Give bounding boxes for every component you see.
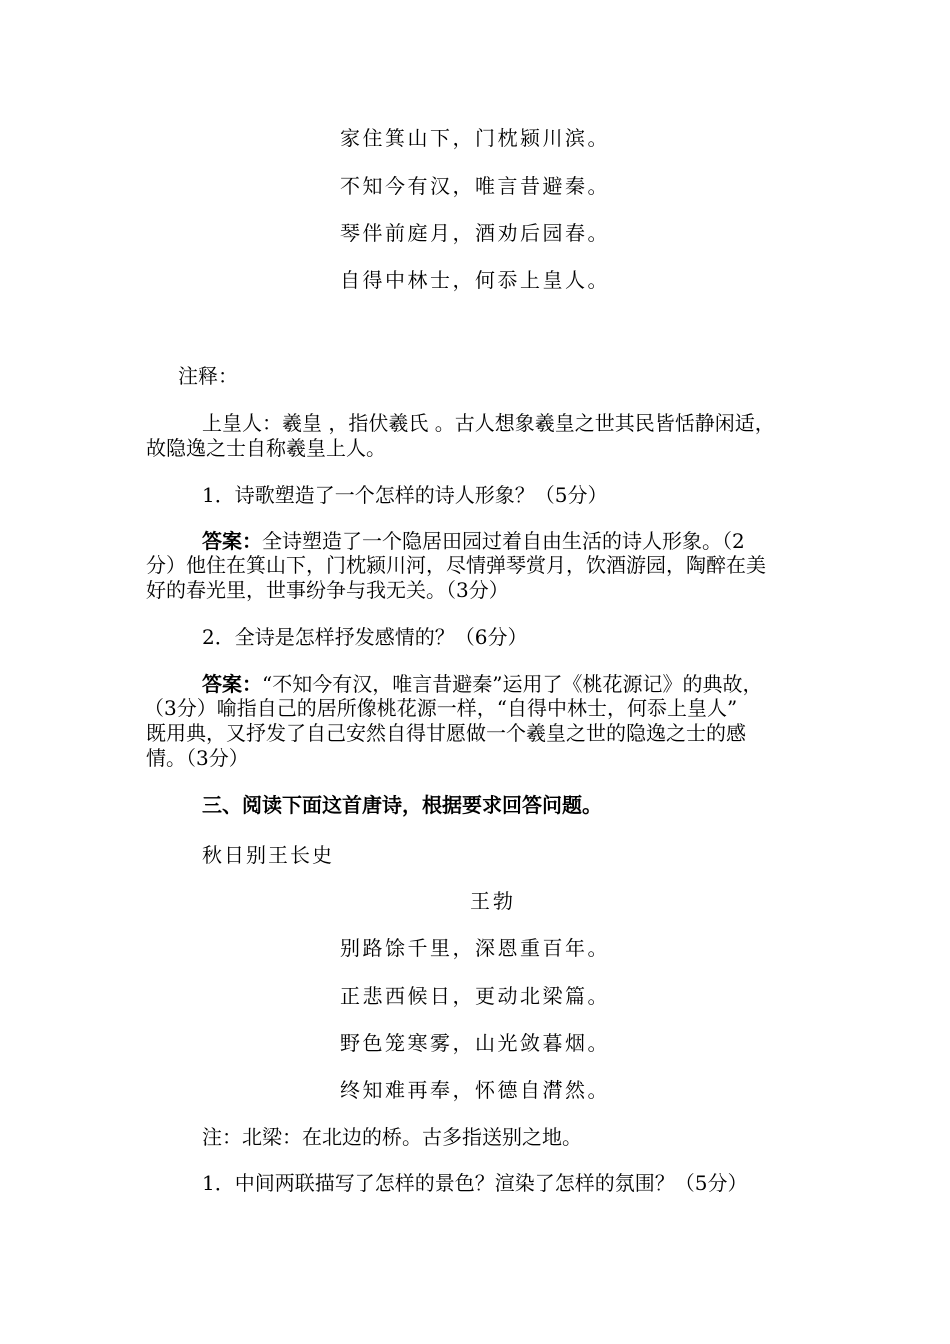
poem-line: 终知难再奉，怀德自潸然。 — [340, 1078, 610, 1102]
poem-line: 不知今有汉，唯言昔避秦。 — [340, 174, 610, 198]
answer-label: 答案： — [202, 529, 262, 553]
section-heading: 三、阅读下面这首唐诗，根据要求回答问题。 — [202, 793, 602, 817]
question-section3-1: 1．中间两联描写了怎样的景色？渲染了怎样的氛围？（5分） — [202, 1171, 748, 1195]
notes-heading: 注释： — [178, 364, 238, 388]
notes-text-line: 故隐逸之士自称羲皇上人。 — [146, 436, 386, 460]
poem-author: 王勃 — [470, 889, 516, 913]
poem-line: 别路馀千里，深恩重百年。 — [340, 936, 610, 960]
answer-text: 全诗塑造了一个隐居田园过着自由生活的诗人形象。（2 — [262, 529, 745, 553]
poem-line: 琴伴前庭月，酒劝后园春。 — [340, 221, 610, 245]
answer-2-line: 情。（3分） — [146, 746, 249, 770]
answer-text: “不知今有汉，唯言昔避秦”运用了《桃花源记》的典故， — [262, 672, 763, 696]
answer-label: 答案： — [202, 672, 262, 696]
answer-1-line: 分）他住在箕山下，门枕颍川河，尽情弹琴赏月，饮酒游园，陶醉在美 — [146, 553, 766, 577]
question-2: 2．全诗是怎样抒发感情的？（6分） — [202, 625, 528, 649]
poem-line: 野色笼寒雾，山光敛暮烟。 — [340, 1031, 610, 1055]
poem-title: 秋日别王长史 — [202, 843, 334, 867]
notes-text-line: 上皇人：羲皇 ，指伏羲氏 。古人想象羲皇之世其民皆恬静闲适， — [202, 411, 775, 435]
poem-line: 家住箕山下，门枕颍川滨。 — [340, 126, 610, 150]
question-1: 1．诗歌塑造了一个怎样的诗人形象？（5分） — [202, 483, 608, 507]
poem-line: 正悲西候日，更动北梁篇。 — [340, 984, 610, 1008]
poem-note: 注：北梁：在北边的桥。古多指送别之地。 — [202, 1125, 582, 1149]
poem-line: 自得中林士，何忝上皇人。 — [340, 268, 610, 292]
answer-2-line — [202, 672, 762, 697]
answer-2-line: （3分）喻指自己的居所像桃花源一样，“自得中林士，何忝上皇人” — [144, 696, 738, 720]
answer-1-line: 好的春光里，世事纷争与我无关。（3分） — [146, 578, 509, 602]
answer-1-line — [202, 529, 745, 554]
answer-2-line: 既用典，又抒发了自己安然自得甘愿做一个羲皇之世的隐逸之士的感 — [146, 721, 746, 745]
